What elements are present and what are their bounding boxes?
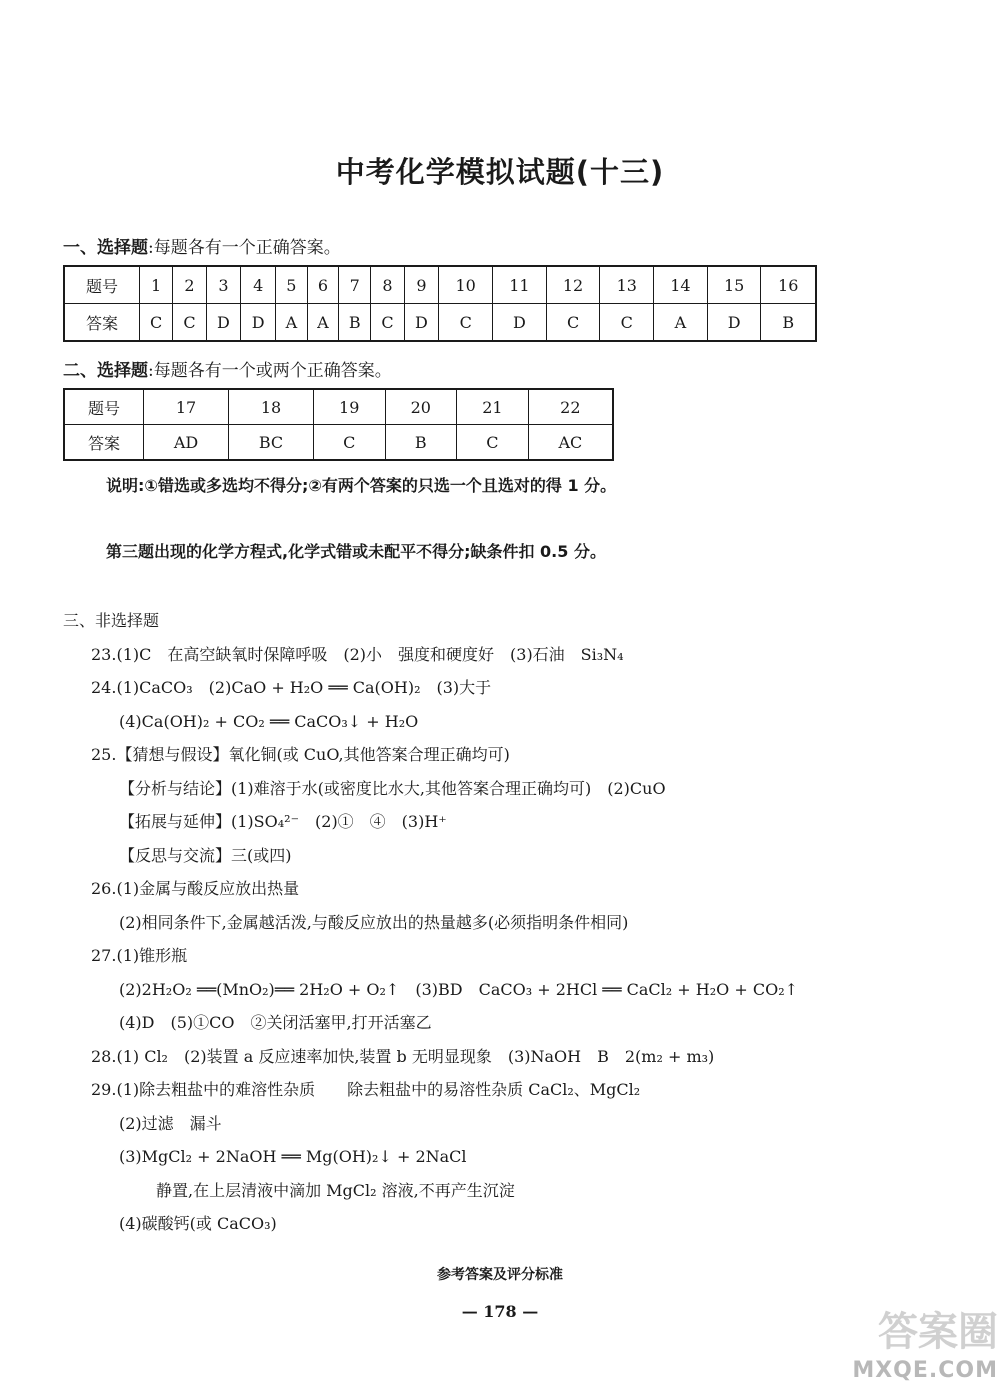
question-number: 7 [339, 266, 371, 304]
question-number: 2 [173, 266, 206, 304]
section2-answer-table [63, 388, 614, 461]
question-number: 22 [528, 389, 613, 425]
section2-heading-bold: 二、选择题 [63, 361, 148, 381]
answer-cell: D [493, 304, 547, 342]
answer-line: 26.(1)金属与酸反应放出热量 [91, 879, 300, 898]
answer-cell: D [241, 304, 276, 342]
answer-cell: B [339, 304, 371, 342]
answer-cell: C [313, 425, 385, 461]
section3-answers [63, 604, 943, 1241]
question-number: 13 [600, 266, 654, 304]
answer-cell: A [276, 304, 308, 342]
answer-line: (4)Ca(OH)₂ + CO₂ ══ CaCO₃↓ + H₂O [119, 711, 419, 731]
section1-heading-rest: :每题各有一个正确答案。 [148, 238, 341, 258]
answer-cell: A [307, 304, 339, 342]
question-number: 14 [654, 266, 708, 304]
answer-line: 【拓展与延伸】(1)SO₄²⁻ (2)① ④ (3)H⁺ [119, 812, 447, 831]
answer-cell: B [761, 304, 816, 342]
section2-heading [63, 356, 392, 381]
question-number: 9 [404, 266, 439, 304]
question-number: 4 [241, 266, 276, 304]
answer-cell: BC [229, 425, 314, 461]
answer-line: (2)过滤 漏斗 [119, 1113, 222, 1133]
question-number: 10 [439, 266, 493, 304]
question-number: 5 [276, 266, 308, 304]
footer-label: 参考答案及评分标准 [437, 1267, 563, 1283]
section2-number-row [64, 389, 613, 425]
section1-heading [63, 233, 341, 258]
question-number: 3 [206, 266, 241, 304]
section1-answer-table [63, 265, 817, 342]
row-label: 答案 [64, 304, 140, 342]
watermark-logo: 答案圈 [878, 1309, 998, 1355]
answer-cell: C [439, 304, 493, 342]
question-number: 1 [140, 266, 173, 304]
scoring-note-1: 说明:①错选或多选均不得分;②有两个答案的只选一个且选对的得 1 分。 [106, 476, 617, 495]
answer-cell: AC [528, 425, 613, 461]
section2-heading-rest: :每题各有一个或两个正确答案。 [148, 361, 392, 381]
answer-line: (3)MgCl₂ + 2NaOH ══ Mg(OH)₂↓ + 2NaCl [119, 1147, 467, 1166]
answer-line: 【反思与交流】三(或四) [119, 845, 292, 865]
answer-cell: B [385, 425, 457, 461]
answer-cell: D [206, 304, 241, 342]
answer-line: 【分析与结论】(1)难溶于水(或密度比水大,其他答案合理正确均可) (2)CuO [119, 778, 666, 798]
page-title: 中考化学模拟试题(十三) [335, 155, 665, 189]
question-number: 11 [493, 266, 547, 304]
answer-cell: C [457, 425, 529, 461]
row-label: 题号 [64, 389, 144, 425]
answer-line: 28.(1) Cl₂ (2)装置 a 反应速率加快,装置 b 无明显现象 (3)NaOH B 2(m₂ + m₃) [91, 1046, 715, 1066]
watermark [818, 1308, 998, 1386]
watermark-site: MXQE.COM [852, 1358, 998, 1383]
section1-heading-bold: 一、选择题 [63, 238, 148, 258]
answer-line: 静置,在上层清液中滴加 MgCl₂ 溶液,不再产生沉淀 [156, 1180, 515, 1200]
answer-line: 24.(1)CaCO₃ (2)CaO + H₂O ══ Ca(OH)₂ (3)大于 [91, 678, 492, 697]
answer-line: (4)碳酸钙(或 CaCO₃) [119, 1214, 277, 1233]
question-number: 15 [707, 266, 761, 304]
answer-cell: C [173, 304, 206, 342]
question-number: 8 [371, 266, 404, 304]
answer-cell: C [600, 304, 654, 342]
scoring-note-2: 第三题出现的化学方程式,化学式错或未配平不得分;缺条件扣 0.5 分。 [106, 542, 606, 561]
question-number: 16 [761, 266, 816, 304]
answer-cell: A [654, 304, 708, 342]
answer-line: (2)相同条件下,金属越活泼,与酸反应放出的热量越多(必须指明条件相同) [119, 912, 629, 932]
question-number: 18 [229, 389, 314, 425]
question-number: 6 [307, 266, 339, 304]
row-label: 题号 [64, 266, 140, 304]
question-number: 19 [313, 389, 385, 425]
answer-cell: C [140, 304, 173, 342]
answer-line: 23.(1)C 在高空缺氧时保障呼吸 (2)小 强度和硬度好 (3)石油 Si₃N₄ [91, 644, 624, 664]
question-number: 21 [457, 389, 529, 425]
answer-cell: D [707, 304, 761, 342]
question-number: 17 [144, 389, 229, 425]
section3-heading: 三、非选择题 [63, 611, 160, 630]
answer-cell: C [546, 304, 600, 342]
answer-line: 25.【猜想与假设】氧化铜(或 CuO,其他答案合理正确均可) [91, 745, 510, 764]
section1-answer-row [64, 304, 816, 342]
question-number: 12 [546, 266, 600, 304]
section1-number-row [64, 266, 816, 304]
answer-cell: C [371, 304, 404, 342]
row-label: 答案 [64, 425, 144, 461]
answer-cell: D [404, 304, 439, 342]
answer-cell: AD [144, 425, 229, 461]
answer-line: 29.(1)除去粗盐中的难溶性杂质 除去粗盐中的易溶性杂质 CaCl₂、MgCl₂ [91, 1080, 641, 1099]
answer-line: (4)D (5)①CO ②关闭活塞甲,打开活塞乙 [119, 1013, 432, 1032]
page-number: — 178 — [461, 1302, 539, 1321]
answer-line: 27.(1)锥形瓶 [91, 946, 188, 965]
section2-answer-row [64, 425, 613, 461]
answer-line: (2)2H₂O₂ ══(MnO₂)══ 2H₂O + O₂↑ (3)BD CaCO₃ + 2HCl ══ CaCl₂ + H₂O + CO₂↑ [119, 979, 799, 999]
question-number: 20 [385, 389, 457, 425]
